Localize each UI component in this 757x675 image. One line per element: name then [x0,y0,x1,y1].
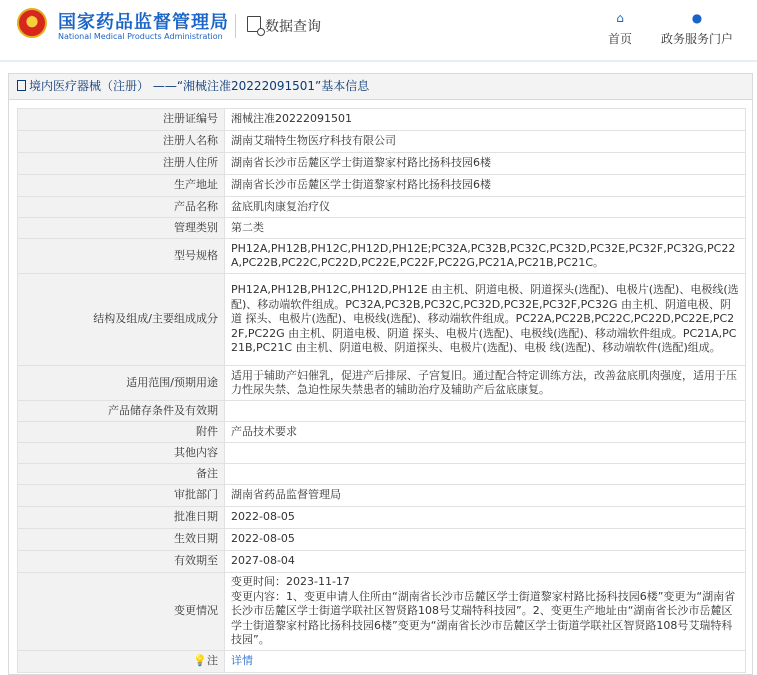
row-key: 有效期至 [18,551,225,573]
table-row [18,651,746,673]
row-value [225,443,746,464]
row-value: PH12A,PH12B,PH12C,PH12D,PH12E 由主机、阴道电极、阴道探头(选配)、电极片(选配)、电极线(选配)、移动端软件组成。PC32A,PC32B,PC32C,PC32D,PC32E,PC32F,PC32G 由主机、阴道电极、阴道 探头、电极片(选配)、电极线(选配)、移动端软件组成。PC22A,PC22B,PC22C,PC22D,PC22E,PC22F,PC22G 由主机、阴道电极、阴道 探头、电极片(选配)、电极线(选配)、移动端软件组成。PC21A,PC21B,PC21C 由主机、阴道电极、阴道探头、电极片(选配)、电极 线(选配)、移动端软件(选配)组成。 [225,274,746,366]
table-row [18,109,746,131]
row-value: 湖南艾瑞特生物医疗科技有限公司 [225,131,746,153]
change-content: 变更内容：1、变更申请人住所由“湖南省长沙市岳麓区学士街道黎家村路比扬科技园6楼”变更为“湖南省长沙市岳麓区学士街道学联社区智贤路108号艾瑞特科技园”。2、变更生产地址由“湖南省长沙市岳麓区学士街道黎家村路比扬科技园6楼”变更为“湖南省长沙市岳麓区学士街道学联社区智贤路108号艾瑞特科技园”。 [231,589,736,647]
row-value: 湖南省长沙市岳麓区学士街道黎家村路比扬科技园6楼 [225,153,746,175]
site-header [0,0,757,62]
site-name-en[interactable]: National Medical Products Administration [58,32,223,41]
row-value: 2022-08-05 [225,529,746,551]
panel-title-text: 境内医疗器械（注册） ——“湘械注准20222091501”基本信息 [29,79,370,93]
row-key: 注册人住所 [18,153,225,175]
table-row [18,551,746,573]
site-name-cn[interactable]: 国家药品监督管理局 [58,12,229,33]
change-info [225,573,746,651]
row-key: 其他内容 [18,443,225,464]
table-row [18,366,746,401]
details-link[interactable]: 详情 [231,654,253,668]
row-value: 产品技术要求 [225,422,746,443]
data-query-icon [247,16,261,32]
header-divider [235,14,236,38]
nav-gov-service-portal[interactable] [658,10,736,47]
table-row [18,274,746,366]
table-row [18,464,746,485]
table-row [18,573,746,651]
table-row [18,239,746,274]
row-key: 附件 [18,422,225,443]
row-value: 2027-08-04 [225,551,746,573]
table-row [18,131,746,153]
row-key: 产品名称 [18,197,225,218]
nav-home-label: 首页 [607,32,632,46]
row-key: 审批部门 [18,485,225,507]
row-value [225,464,746,485]
row-key: 管理类别 [18,218,225,239]
row-key: 批准日期 [18,507,225,529]
note-key [18,651,225,673]
row-value: 第二类 [225,218,746,239]
row-key: 变更情况 [18,573,225,651]
row-key: 注册人名称 [18,131,225,153]
row-key: 产品储存条件及有效期 [18,401,225,422]
user-icon: ● [691,11,703,25]
row-value: 湖南省药品监督管理局 [225,485,746,507]
change-time: 变更时间：2023-11-17 [231,575,350,589]
note-label: 注 [207,654,218,668]
row-value: 湖南省长沙市岳麓区学士街道黎家村路比扬科技园6楼 [225,175,746,197]
row-key: 生效日期 [18,529,225,551]
table-row [18,529,746,551]
row-key: 备注 [18,464,225,485]
row-value [225,401,746,422]
table-row [18,218,746,239]
row-key: 适用范围/预期用途 [18,366,225,401]
table-row [18,401,746,422]
row-key: 结构及组成/主要组成成分 [18,274,225,366]
data-query-label[interactable]: 数据查询 [265,19,321,35]
row-value: 适用于辅助产妇催乳，促进产后排尿、子宫复旧。通过配合特定训练方法，改善盆底肌肉强度，适用于压力性尿失禁、急迫性尿失禁患者的辅助治疗及辅助产后盆底康复。 [225,366,746,401]
table-row [18,485,746,507]
row-key: 注册证编号 [18,109,225,131]
detail-panel [8,73,753,675]
row-value: 2022-08-05 [225,507,746,529]
table-row [18,153,746,175]
row-value: PH12A,PH12B,PH12C,PH12D,PH12E;PC32A,PC32B,PC32C,PC32D,PC32E,PC32F,PC32G,PC22A,PC22B,PC22C,PC22D,PC22E,PC22F,PC22G,PC21A,PC21B,PC21C。 [225,239,746,274]
home-icon: ⌂ [616,11,624,25]
table-row [18,422,746,443]
table-row [18,197,746,218]
row-value [225,651,746,673]
row-key: 型号规格 [18,239,225,274]
table-row [18,443,746,464]
nav-portal-label: 政务服务门户 [660,32,733,46]
detail-table [17,108,746,673]
row-key: 生产地址 [18,175,225,197]
row-value: 盆底肌肉康复治疗仪 [225,197,746,218]
panel-title [9,74,752,100]
nmpa-emblem-icon[interactable] [17,8,47,38]
table-row [18,507,746,529]
header-bottom-bar [0,60,757,62]
document-icon [17,80,26,91]
table-row [18,175,746,197]
row-value: 湘械注准20222091501 [225,109,746,131]
nav-home[interactable] [604,10,636,47]
lightbulb-icon: 💡 [193,654,207,668]
